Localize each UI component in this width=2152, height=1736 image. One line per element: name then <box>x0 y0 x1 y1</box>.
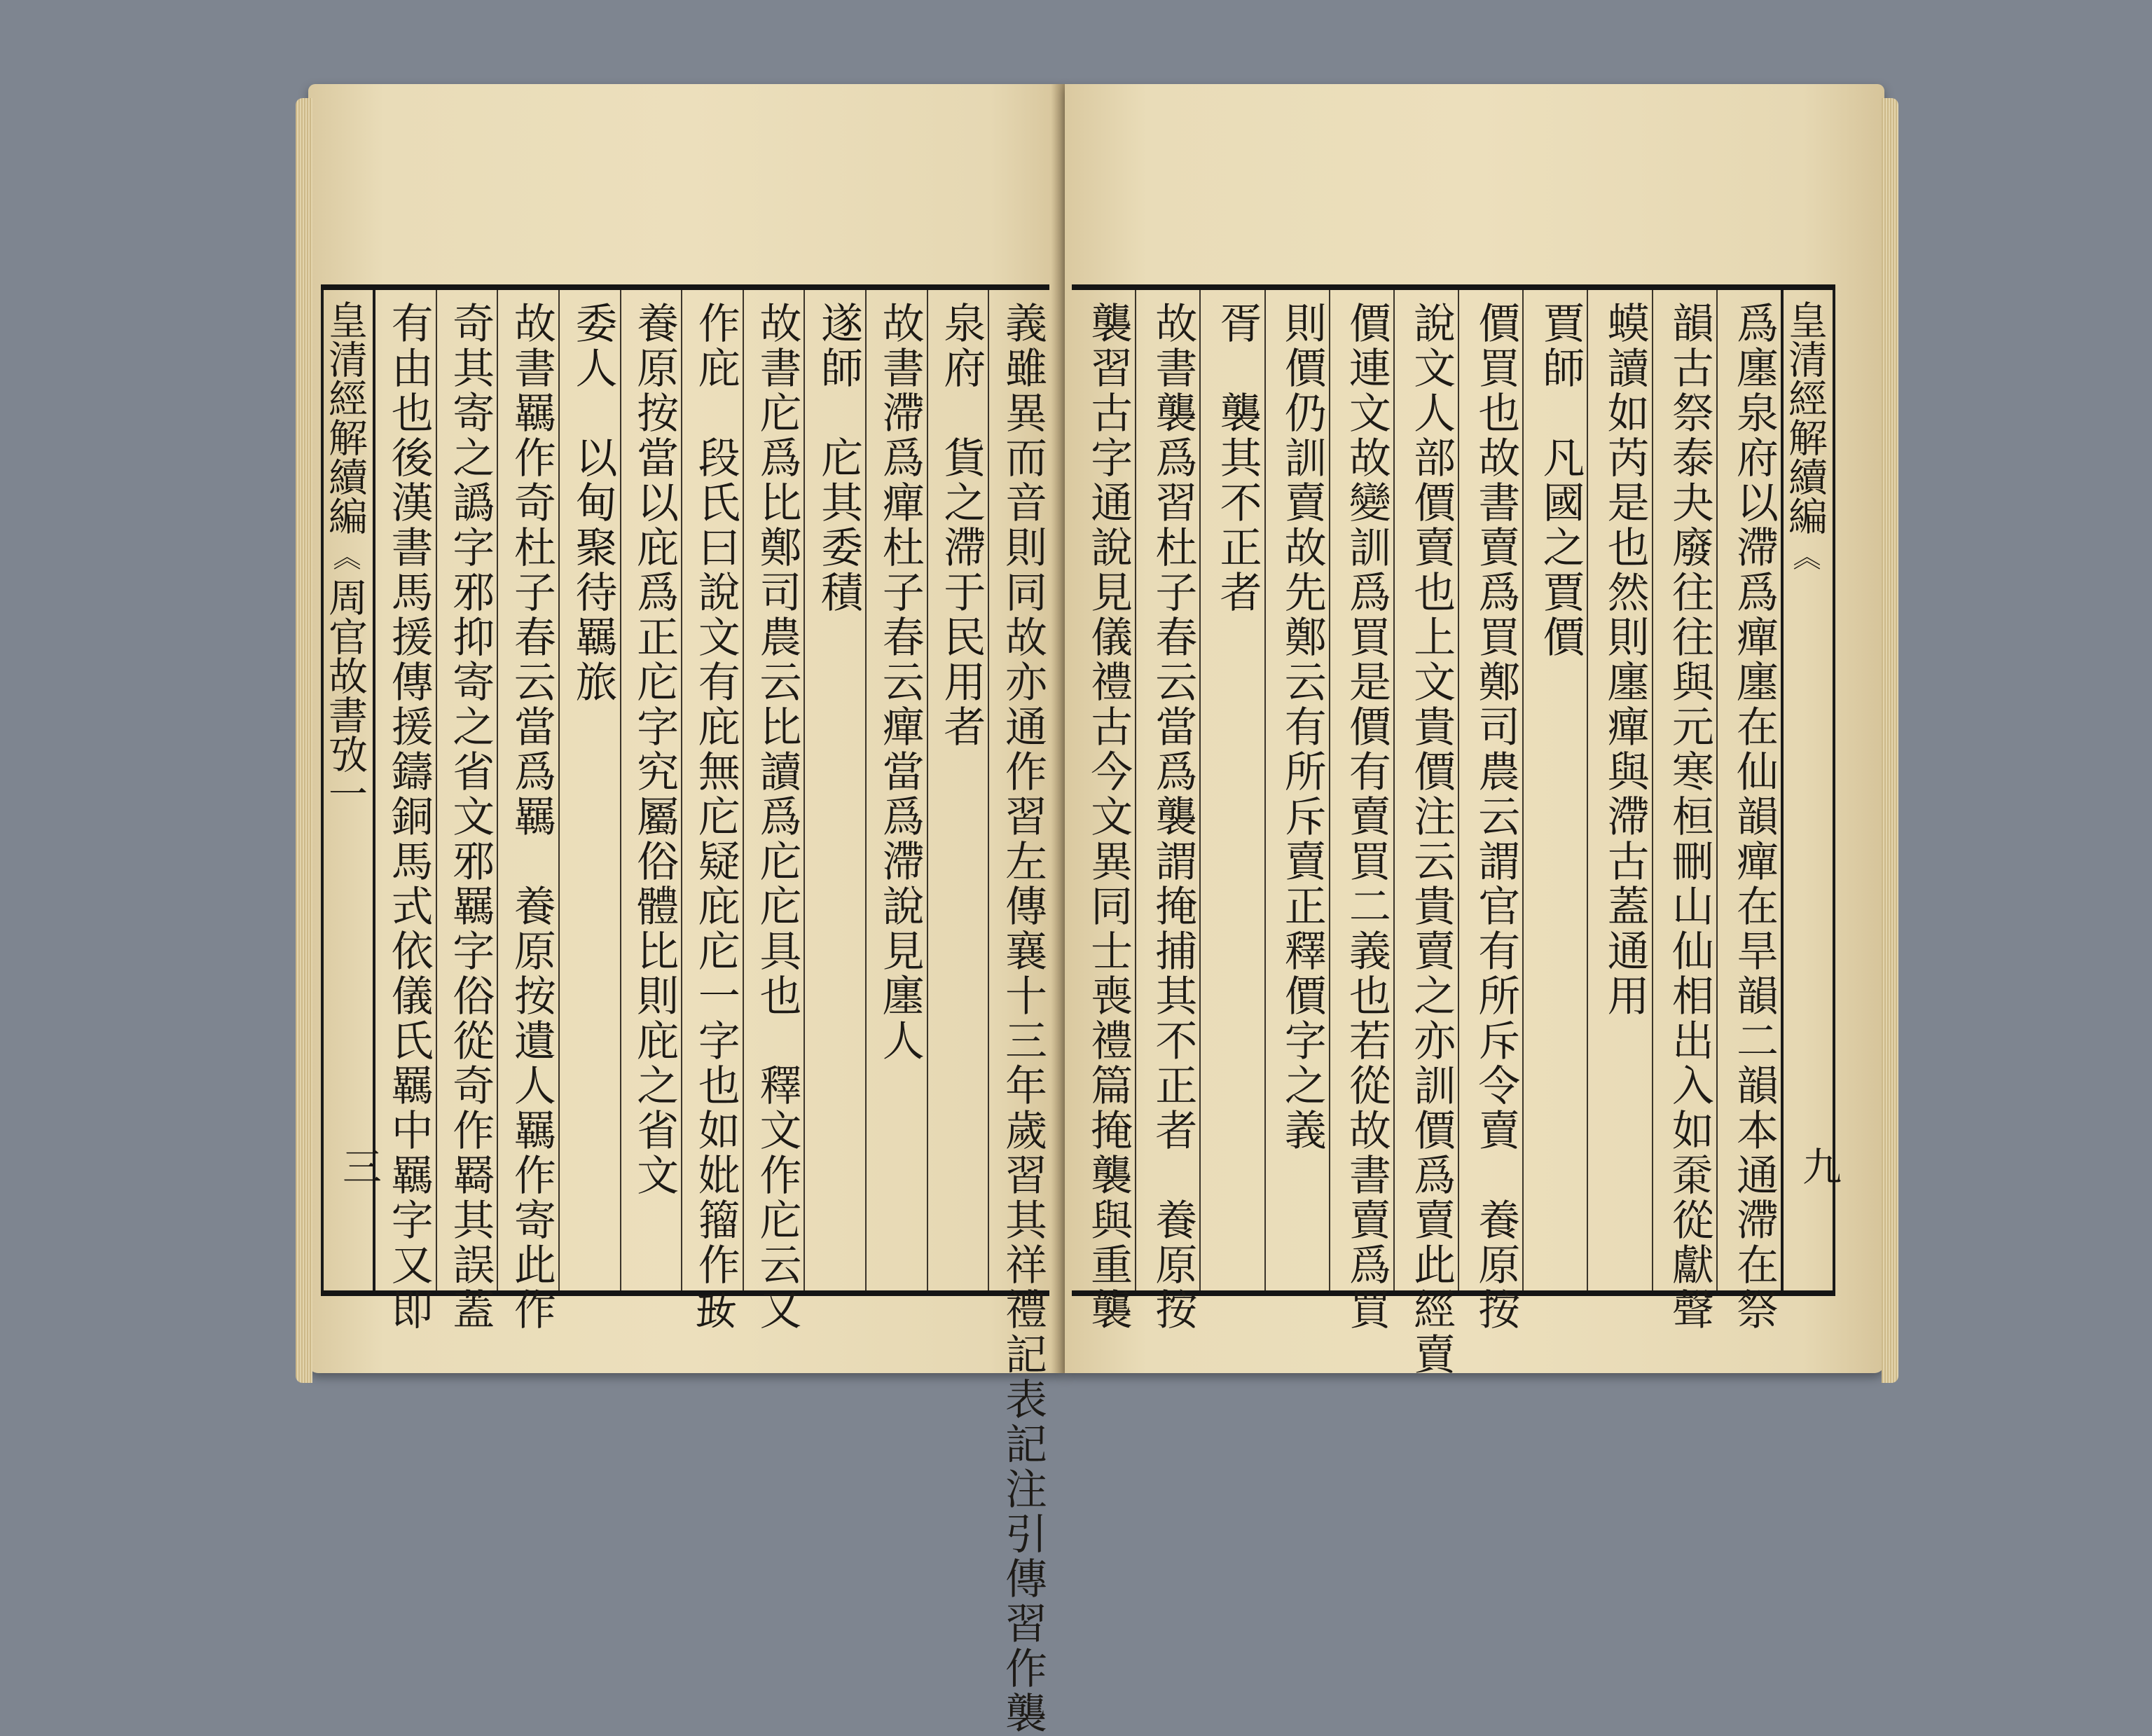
section-heading: 胥 襲其不正者 <box>1199 290 1264 1290</box>
right-text-frame <box>1072 284 1842 1377</box>
fold-subtitle: 周官故書攷一 <box>322 577 368 813</box>
page-edges-right <box>1882 98 1898 1383</box>
text-column: 故書滯爲癉杜子春云癉當爲滯說見廛人 <box>865 290 927 1290</box>
folio-number: 九 <box>1796 1146 1842 1185</box>
fish-tail-mark: ︽ <box>1788 542 1821 570</box>
text-column: 故書庀爲比鄭司農云比讀爲庀庀具也 釋文作庀云又 <box>743 290 804 1290</box>
text-column: 蟆讀如芮是也然則廛癉與滯古蓋通用 <box>1587 290 1651 1290</box>
text-column: 說文人部價賣也上文貴價注云貴賣之亦訓價爲賣此經賣 <box>1393 290 1458 1290</box>
text-column: 價連文故變訓爲買是價有賣買二義也若從故書賣爲買 <box>1329 290 1393 1290</box>
left-text-frame <box>321 284 1049 1736</box>
section-heading: 賈師 凡國之賈價 <box>1522 290 1587 1290</box>
text-column: 作庇 段氏曰說文有庇無庀疑庇庀一字也如妣籀作𡚽 <box>681 290 743 1290</box>
fish-tail-mark: ︽ <box>328 542 361 570</box>
text-column: 有由也後漢書馬援傳援鑄銅馬式依儀氏羈中羈字又即 <box>384 301 434 1332</box>
text-column: 養原按當以庇爲正庀字究屬俗體比則庇之省文 <box>620 290 682 1290</box>
text-column: 義雖異而音則同故亦通作習左傳襄十三年歲習其祥禮記表記注引傳習作襲 <box>988 290 1049 1290</box>
section-heading: 遂師 庀其委積 <box>803 290 865 1290</box>
text-column: 故書羈作奇杜子春云當爲羈 養原按遺人羈作寄此作 <box>497 290 558 1290</box>
text-column: 襲習古字通說見儀禮古今文異同士喪禮篇掩襲與重襲 <box>1084 301 1133 1332</box>
fold-title: 皇清經解續編 <box>1782 300 1828 535</box>
right-fold-column <box>1781 290 1842 1290</box>
text-column: 爲廛泉府以滯爲癉廛在仙韻癉在旱韻二韻本通滯在祭 <box>1716 290 1781 1290</box>
right-page <box>1065 84 1884 1377</box>
folio-number: 三 <box>336 1146 382 1185</box>
fold-title: 皇清經解續編 <box>322 300 368 535</box>
text-column: 則價仍訓賣故先鄭云有所斥賣正釋價字之義 <box>1264 290 1329 1290</box>
section-heading: 委人 以甸聚待羈旅 <box>558 290 620 1290</box>
section-heading: 泉府 貨之滯于民用者 <box>927 290 988 1290</box>
page-edges-left <box>296 98 312 1383</box>
text-column: 故書襲爲習杜子春云當爲襲謂掩捕其不正者 養原按 <box>1135 290 1199 1290</box>
left-page <box>308 84 1065 1736</box>
text-column: 價買也故書賣爲買鄭司農云謂官有所斥令賣 養原按 <box>1458 290 1522 1290</box>
text-column: 韻古祭泰夬廢往往與元寒桓刪山仙相出入如𡘸從獻聲 <box>1652 290 1716 1290</box>
open-book <box>308 84 1891 1736</box>
text-column: 奇其寄之譌字邪抑寄之省文邪羈字俗從奇作羇其誤蓋 <box>436 290 497 1290</box>
left-fold-column <box>321 290 382 1290</box>
